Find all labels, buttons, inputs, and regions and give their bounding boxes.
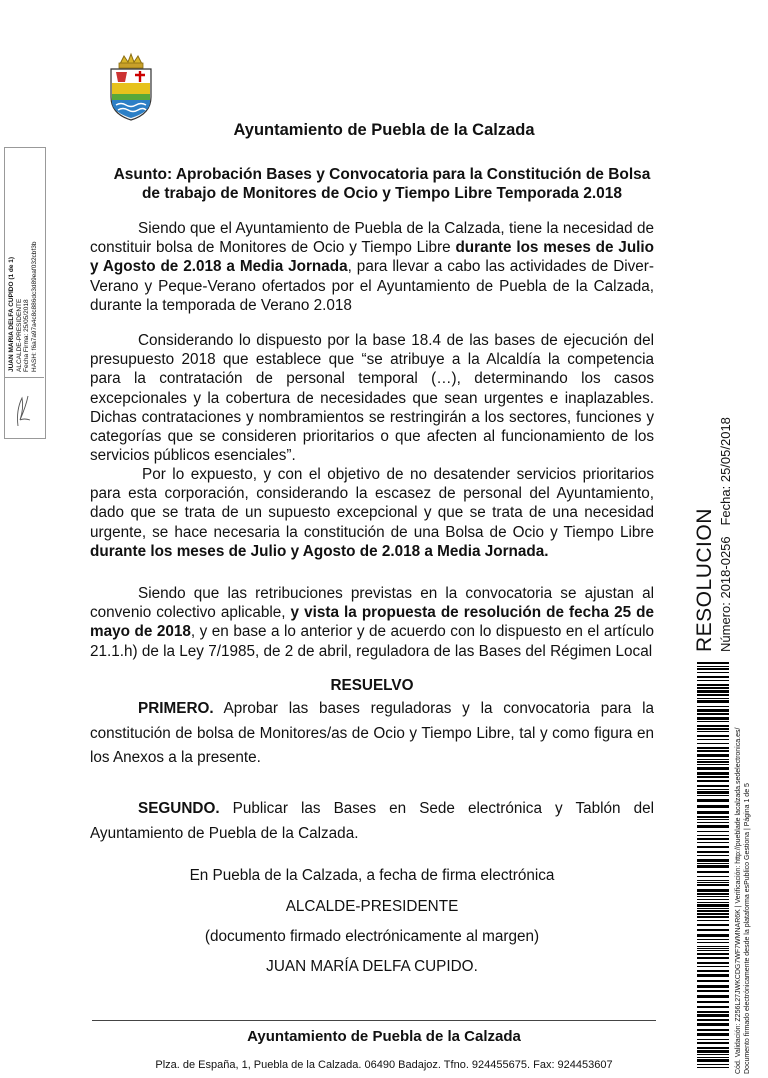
barcode-bar [697,865,729,868]
subject-heading [92,165,672,203]
paragraph-3-bold: durante los meses de Julio y Agosto de 2.018 a Media Jornada. [90,542,549,560]
barcode-bar [697,822,729,823]
paragraph-4-text: Siendo que las retribuciones previstas en la convocatoria se ajustan al convenio colectivo aplicable, [90,585,654,622]
barcode-bar [697,924,729,926]
barcode-bar [697,672,729,673]
barcode-bar [697,1054,729,1055]
barcode-bar [697,684,729,686]
barcode-bar [697,721,729,722]
barcode-bar [697,1039,729,1040]
barcode-bar [697,698,729,699]
segundo-label: SEGUNDO. [138,800,220,817]
barcode-bar [697,859,729,862]
signature-box-divider [4,377,44,378]
barcode-bar [697,985,729,988]
primero-label: PRIMERO. [138,700,214,717]
footer-organization: Ayuntamiento de Puebla de la Calzada [247,1028,521,1045]
barcode-bar [697,1029,729,1031]
barcode-bar [697,882,729,883]
barcode-bar [697,750,729,752]
barcode-bar [697,920,729,921]
barcode-bar [697,759,729,760]
signature-signer: JUAN MARIA DELFA CUPIDO (1 de 1) [8,256,15,372]
barcode-bar [697,690,729,693]
barcode-bar [697,717,729,720]
resolution-segundo [90,797,654,846]
barcode-bar [697,934,729,937]
barcode-bar [697,764,729,765]
resolution-date: Fecha: 25/05/2018 [718,417,733,526]
barcode-bar [697,946,729,947]
barcode-bar [697,1023,729,1026]
barcode-bar [697,799,729,802]
barcode-bar [697,995,729,998]
barcode-bar [697,1047,729,1049]
barcode-bar [697,789,729,790]
paragraph-3 [90,465,654,561]
barcode-bar [697,731,729,732]
barcode-bar [697,776,729,778]
barcode-bar [697,1064,729,1065]
barcode-bar [697,676,729,678]
barcode-bar [697,990,729,992]
barcode-bar [697,880,729,881]
barcode-bar [697,825,729,828]
resolution-number: Número: 2018-0256 [718,536,733,652]
barcode-bar [697,899,729,900]
barcode-bar [697,709,729,712]
barcode-bar [697,876,729,877]
barcode-bar [697,913,729,915]
page-header-title: Ayuntamiento de Puebla de la Calzada [233,121,535,139]
barcode-bar [697,785,729,787]
barcode-bar [697,904,729,907]
paragraph-4-text-end: , y en base a lo anterior y de acuerdo con lo dispuesto en el artículo 21.1.h) de la Ley 7/1985, de 2 de abril, reguladora de las Bases del Régimen Local [90,623,654,660]
barcode-bar [697,1011,729,1013]
barcode-bar [697,838,729,840]
footer-address: Plza. de España, 1, Puebla de la Calzada. 06490 Badajoz. Tfno. 924455675. Fax: 924453607 [155,1059,613,1071]
barcode-bar [697,974,729,977]
closing-signed-note: (documento firmado electrónicamente al margen) [204,928,540,945]
closing-role: ALCALDE-PRESIDENTE [285,898,459,915]
segundo-text: Publicar las Bases en Sede electrónica y Tablón del Ayuntamiento de Puebla de la Calzada. [90,800,654,842]
barcode-bar [697,791,729,794]
barcode-bar [697,851,729,853]
barcode-bar [697,966,729,967]
barcode-bar [697,908,729,909]
barcode-bar [697,687,729,689]
barcode-bar [697,871,729,873]
barcode-bar [697,1050,729,1053]
resolution-stamp-details [718,417,733,652]
barcode-bar [697,1001,729,1003]
barcode-bar [697,846,729,848]
primero-text: Aprobar las bases reguladoras y la convocatoria para la constitución de bolsa de Monitores/as de Ocio y Tiempo Libre, tal y como figura en los Anexos a la presente. [90,700,654,766]
resuelvo-heading: RESUELVO [330,677,414,694]
barcode-bar [697,1006,729,1008]
validation-barcode [697,662,729,1072]
paragraph-2: Considerando lo dispuesto por la base 18.4 de las bases de ejecución del presupuesto 2018 que establece que “se atribuye a la Alcaldía la competencia para la contratación de personal temporal (…), determinando los casos excepcionales y la cobertura de necesidades que sean urgentes e inaplazables. Dichas contrataciones y nombramientos se restringirán a los sectores, funciones y categorías que se consideren prioritarios o que afecten al funcionamiento de los servicios públicos esenciales”. [90,332,654,465]
verification-text [735,728,752,1074]
signature-details [8,242,38,372]
resolution-primero [90,697,654,771]
barcode-bar [697,1057,729,1058]
barcode-bar [697,835,729,836]
paragraph-4-bold: y vista la propuesta de resolución de fecha 25 de mayo de 2018 [90,604,654,641]
subject-line-2: de trabajo de Monitores de Ocio y Tiempo Libre Temporada 2.018 [141,185,623,202]
barcode-bar [697,1033,729,1036]
barcode-bar [697,980,729,982]
barcode-bar [697,1067,729,1068]
barcode-bar [697,1059,729,1062]
barcode-bar [697,970,729,972]
barcode-bar [697,772,729,775]
barcode-bar [697,916,729,918]
closing-signer-name: JUAN MARÍA DELFA CUPIDO. [266,958,478,975]
barcode-bar [697,666,729,667]
barcode-bar [697,767,729,770]
barcode-bar [697,902,729,903]
barcode-bar [697,700,729,703]
barcode-bar [697,855,729,856]
barcode-bar [697,1019,729,1021]
barcode-bar [697,761,729,763]
handwritten-signature-icon [10,390,36,430]
barcode-bar [697,929,729,931]
barcode-bar [697,1014,729,1017]
barcode-bar [697,694,729,696]
coat-of-arms-logo [106,52,156,122]
paragraph-4 [90,584,654,661]
barcode-bar [697,662,729,664]
barcode-bar [697,780,729,782]
footer-divider [92,1020,656,1021]
barcode-bar [697,725,729,727]
resolution-stamp-type: RESOLUCION [693,508,716,652]
barcode-bar [697,910,729,912]
barcode-bar [697,831,729,832]
barcode-bar [697,706,729,707]
barcode-bar [697,795,729,796]
paragraph-3-text: Por lo expuesto, y con el objetivo de no desatender servicios prioritarios para esta corporación, considerando la escasez de personal del Ayuntamiento, dado que se trata de un supuesto excepcional y que se trata de una necesidad urgente, se hace necesaria la constitución de una Bolsa de Ocio y Tiempo Libre [90,466,654,541]
barcode-bar [697,950,729,951]
barcode-bar [697,816,729,818]
barcode-bar [697,747,729,749]
barcode-bar [697,896,729,897]
barcode-bar [697,953,729,955]
barcode-bar [697,819,729,820]
barcode-bar [697,948,729,949]
barcode-bar [697,957,729,959]
barcode-bar [697,893,729,895]
paragraph-1 [90,219,654,315]
barcode-bar [697,842,729,843]
barcode-bar [697,754,729,757]
barcode-bar [697,805,729,808]
barcode-bar [697,939,729,940]
signature-hash: HASH: f6a7a97a4c8c886dc3d89eaf032cbf3b [30,241,38,372]
barcode-bar [697,739,729,740]
barcode-bar [697,713,729,715]
barcode-bar [697,884,729,886]
paragraph-1-text: Siendo que el Ayuntamiento de Puebla de la Calzada, tiene la necesidad de constituir bolsa de Monitores de Ocio y Tiempo Libre [90,220,654,257]
barcode-bar [697,863,729,864]
closing-place-date: En Puebla de la Calzada, a fecha de firma electrónica [189,867,555,884]
paragraph-1-text-end: , para llevar a cabo las actividades de Diver-Verano y Peque-Verano ofertados por el Ayuntamiento de Puebla de la Calzada, durante la temporada de Verano 2.018 [90,258,654,314]
paragraph-1-bold: durante los meses de Julio y Agosto de 2.018 a Media Jornada [90,239,655,276]
barcode-bar [697,668,729,670]
barcode-bar [697,962,729,964]
barcode-bar [697,680,729,681]
verification-platform-line: Documento firmado electrónicamente desde la plataforma esPublico Gestiona | Página 1 de 5 [743,783,751,1074]
subject-line-1: Asunto: Aprobación Bases y Convocatoria para la Constitución de Bolsa [113,166,651,183]
barcode-bar [697,889,729,892]
barcode-bar [697,1042,729,1044]
barcode-bar [697,811,729,814]
barcode-bar [697,942,729,943]
signature-role: ALCALDE-PRESIDENTE [15,298,23,372]
signature-date: Fecha Firma: 25/05/2018 [23,299,30,372]
barcode-bar [697,728,729,730]
barcode-bar [697,743,729,744]
barcode-bar [697,735,729,737]
verification-code-line: Cód. Validación: Z256L27JWKCDG7WF7WMNAR6K | Verificación: http://pueblade lacalzada.sedelectronica.es/ [735,727,742,1074]
